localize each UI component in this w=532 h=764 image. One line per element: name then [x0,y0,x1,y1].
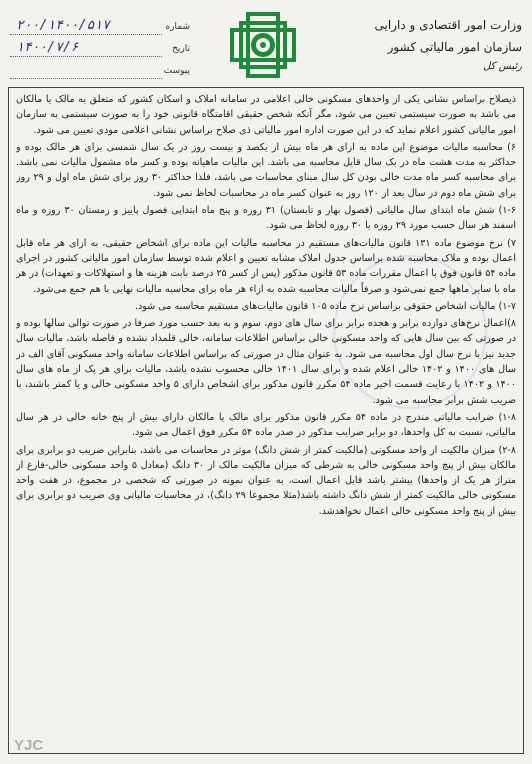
paragraph-6: ۶) محاسبه مالیات موضوع این ماده به ازای هر ماه بیش از یکصد و بیست روز در یک سال شمسی برای هر مالک بوده و حداکثر به مدت هشت ماه در یک سال قابل محاسبه می باشد. این مالیات ماهیانه بوده و کسر ماه مشمول مالیات نمی باشد. برای محاسبه کسر ماه مدت خالی بودن کل سال مبنای محاسبات می باشد، فلذا حداکثر ۳۰ روز برای شش ماه اول و ۲۹ روز برای شش ماه دوم در سال بعد از ۱۲۰ روز به عنوان کسر ماه در محاسبات لحاظ نمی شود. [16,141,516,199]
org-header [362,14,522,76]
letter-meta [10,18,190,84]
tax-organization-logo [228,10,298,80]
paragraph-8-2: ۲-۸) میزان مالکیت از واحد مسکونی (مالکیت کمتر از شش دانگ) موثر در محاسبات می باشد، بنابراین ضریب دو برابری برای مالکان بیش از پنج واحد مسکونی خالی به شرطی که میزان مالکیت مالک از ۳۰ دانگ (معادل ۵ واحد مسکونی خالی-فارغ از متراژ هر یک از واحدها) بیشتر باشد قابل اعمال است، به عنوان نمونه در صورتی که شخصی در مجموع، در هفت واحد مسکونی خالی مالکیت کمتر از شش دانگ داشته باشد(مثلا مجموعا ۲۹ دانگ)، در محاسبات مالیاتی وی ضریب دو برابری برای بیش از پنج واحد مسکونی خالی اعمال نخواهدشد. [16,444,516,517]
paragraph-8: ۸)اعمال نرخ‌های دوازده برابر و هجده برابر برای سال های دوم، سوم و به بعد حسب مورد صرفا در صورت توالی سالها بوده و در صورتی که بین سال هایی که واحد مسکونی خالی براساس اطلاعات سامانه، خالی قلمداد نشده و فاصله باشد، مالیات سال جدید نیز با نرخ سال اول محاسبه می شود. به عنوان مثال در صورتی که براساس اطلاعات سامانه واحد مسکونی آقای الف در سال های ۱۴۰۰ و ۱۴۰۲ خالی اعلام شده و برای سال ۱۴۰۱ خالی محسوب نشده باشد، مالیات برای هر یک از ماه های سال ۱۴۰۰ و ۱۴۰۲ با رعایت قسمت اخیر ماده ۵۴ مکرر قانون مذکور برای اشخاص دارای ۵ واحد مسکونی خالی و یا کمتر باشند، با ضریب شش برابر محاسبه می شود. [16,318,516,406]
organization-name: سازمان امور مالیاتی کشور [387,40,522,54]
attachment-label: پیوست [163,66,190,76]
paragraph-6-1: ۱-۶) شش ماه ابتدای سال مالیاتی (فصول بهار و تابستان) ۳۱ روزه و پنج ماه ابتدایی فصول پاییز و زمستان ۳۰ روزه و ماه اسفند هر سال حسب مورد ۲۹ روزه یا ۳۰ روزه لحاظ می شود. [16,205,516,232]
yjc-watermark: YJC [14,737,44,754]
number-label: شماره [165,22,190,32]
paragraph-7: ۷) نرخ موضوع ماده ۱۳۱ قانون مالیات‌های مستقیم در محاسبه مالیات این ماده برای اشخاص حقیقی، به ازای هر ماه قابل اعمال بوده و ملاک محاسبه شده براساس جدول املاک مشابه تعیین و اعلام شده توسط سازمان امور مالیاتی کشور در اجرای ماده ۵۴ قانون فوق با اعمال مقررات ماده ۵۳ قانون مذکور (پس از کسر ۲۵ درصد بابت هزینه ها و استهلاکات و تعهدات) در هر ماه با سایر ماهها جمع نمی‌شود و صرفاً مالیات محاسبه شده به ازاء هر ماه برای محاسبه مالیات نهایی با هم جمع می‌شود. [16,237,516,295]
letter-body [16,92,516,752]
paragraph-8-1: ۱-۸) ضرایب مالیاتی مندرج در ماده ۵۴ مکرر قانون مذکور برای مالک یا مالکان دارای بیش از پنج خانه خالی در هر سال مالیاتی، نسبت به کل واحدها، دو برابر ضرایب مذکور در صدر ماده ۵۴ مکرر فوق اعمال می شود. [16,411,516,439]
number-value: ۲۰۰/۱۴۰۰/۵۱۷ [16,18,110,33]
attachment-row [10,62,190,84]
paragraph-7-1: ۱-۷) مالیات اشخاص حقوقی براساس نرخ ماده ۱۰۵ قانون مالیات‌های مستقیم محاسبه می شود. [134,300,516,312]
date-value: ۱۴۰۰/۷/۶ [16,40,79,55]
date-row [10,40,190,62]
ministry-name: وزارت امور اقتصادی و دارایی [374,18,522,32]
paragraph-intro: ذیصلاح براساس نشانی یکی از واحدهای مسکونی خالی اعلامی در سامانه املاک و اسکان کشور که متعلق به مالک یا مالکان می باشد به صورت سیستمی تعیین می شود، مگر آنکه شخص حقیقی اقامتگاه قانونی خود را به صورت سیستمی به سازمان امور مالیاتی کشور اعلام نماید که در این صورت اداره امور مالیاتی ذی صلاح براساس نشانی اعلامی مودی تعیین می شود. [16,94,516,136]
signatory-title: رئیس کل [483,61,522,72]
number-row [10,18,190,40]
date-label: تاریخ [172,44,190,54]
